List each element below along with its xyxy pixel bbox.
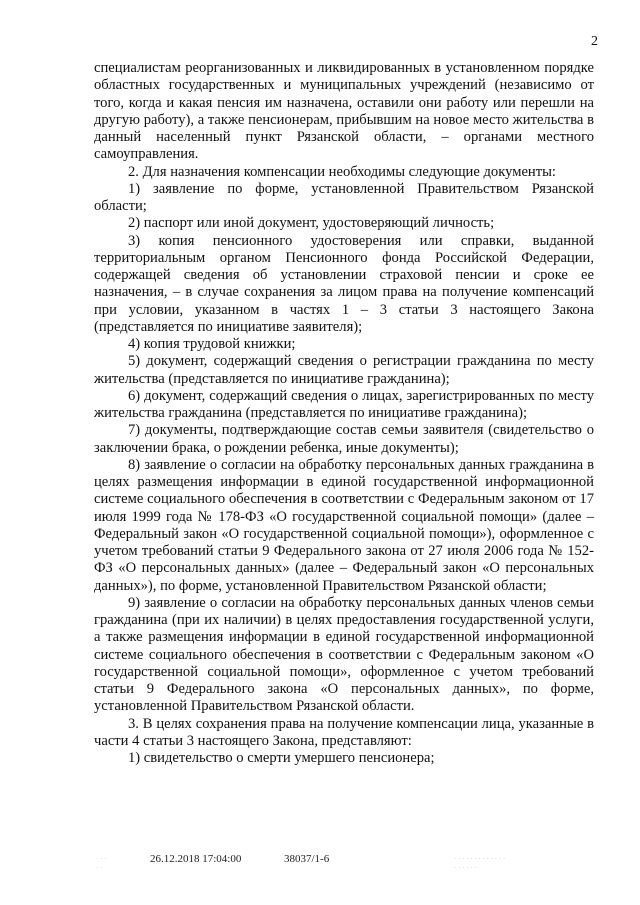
document-body bbox=[94, 60, 594, 767]
list-item-5: 5) документ, содержащий сведения о регистрации гражданина по месту жительства (представляется по инициативе гражданина); bbox=[94, 353, 594, 387]
list-item-9: 9) заявление о согласии на обработку персональных данных членов семьи гражданина (при их наличии) в целях предоставления государственной услуги, а также размещения информации в единой государственной информационной системе социального обеспечения в соответствии с Федеральным законом «О государственной социальной помощи», оформленное с учетом требований статьи 9 Федерального закона «О персональных данных», по форме, установленной Правительством Рязанской области. bbox=[94, 594, 594, 715]
paragraph-continuation: специалистам реорганизованных и ликвидированных в установленном порядке областных государственных и муниципальных учреждений (независимо от того, когда и какая пенсия им назначена, оставили они работу или перешли на другую работу), а также пенсионерам, прибывшим на новое место жительства в данный населенный пункт Рязанской области, – органами местного самоуправления. bbox=[94, 60, 594, 163]
page-number: 2 bbox=[591, 34, 598, 49]
faded-stamp-left: · · · · · bbox=[96, 855, 107, 872]
list-item-3: 3) копия пенсионного удостоверения или справки, выданной территориальным органом Пенсионного фонда Российской Федерации, содержащей сведения об установлении страховой пенсии и сроке ее назначения, – в случае сохранения за лицом права на получение компенсаций при условии, указанном в частях 1 – 3 статьи 3 настоящего Закона (представляется по инициативе заявителя); bbox=[94, 232, 594, 335]
footer-timestamp: 26.12.2018 17:04:00 bbox=[150, 853, 242, 865]
list-item-8: 8) заявление о согласии на обработку персональных данных гражданина в целях размещения информации в единой государственной информационной системе социального обеспечения в соответствии с Федеральным законом от 17 июля 1999 года № 178-ФЗ «О государственной социальной помощи» (далее – Федеральный закон «О государственной социальной помощи»), оформленное с учетом требований статьи 9 Федерального закона от 27 июля 2006 года № 152-ФЗ «О персональных данных» (далее – Федеральный закон «О персональных данных»), по форме, установленной Правительством Рязанской области; bbox=[94, 456, 594, 594]
paragraph-section-2-heading: 2. Для назначения компенсации необходимы следующие документы: bbox=[128, 163, 556, 180]
list-item-4: 4) копия трудовой книжки; bbox=[128, 336, 296, 352]
list-item-1: 1) заявление по форме, установленной Правительством Рязанской области; bbox=[94, 180, 594, 214]
list-item-7: 7) документы, подтверждающие состав семьи заявителя (свидетельство о заключении брака, о рождении ребенка, иные документы); bbox=[94, 422, 594, 456]
list-item-2: 2) паспорт или иной документ, удостоверяющий личность; bbox=[128, 215, 495, 232]
list-item-6: 6) документ, содержащий сведения о лицах, зарегистрированных по месту жительства гражданина (представляется по инициативе гражданина); bbox=[94, 387, 594, 421]
footer-doc-number: 38037/1-6 bbox=[284, 853, 330, 865]
faded-stamp-right: · · · · · · · · · · · · · · · · · · · bbox=[454, 855, 506, 872]
paragraph-section-3-heading: 3. В целях сохранения права на получение компенсации лица, указанные в части 4 статьи 3 настоящего Закона, представляют: bbox=[94, 715, 594, 749]
list-item-3-1: 1) свидетельство о смерти умершего пенсионера; bbox=[128, 750, 435, 766]
